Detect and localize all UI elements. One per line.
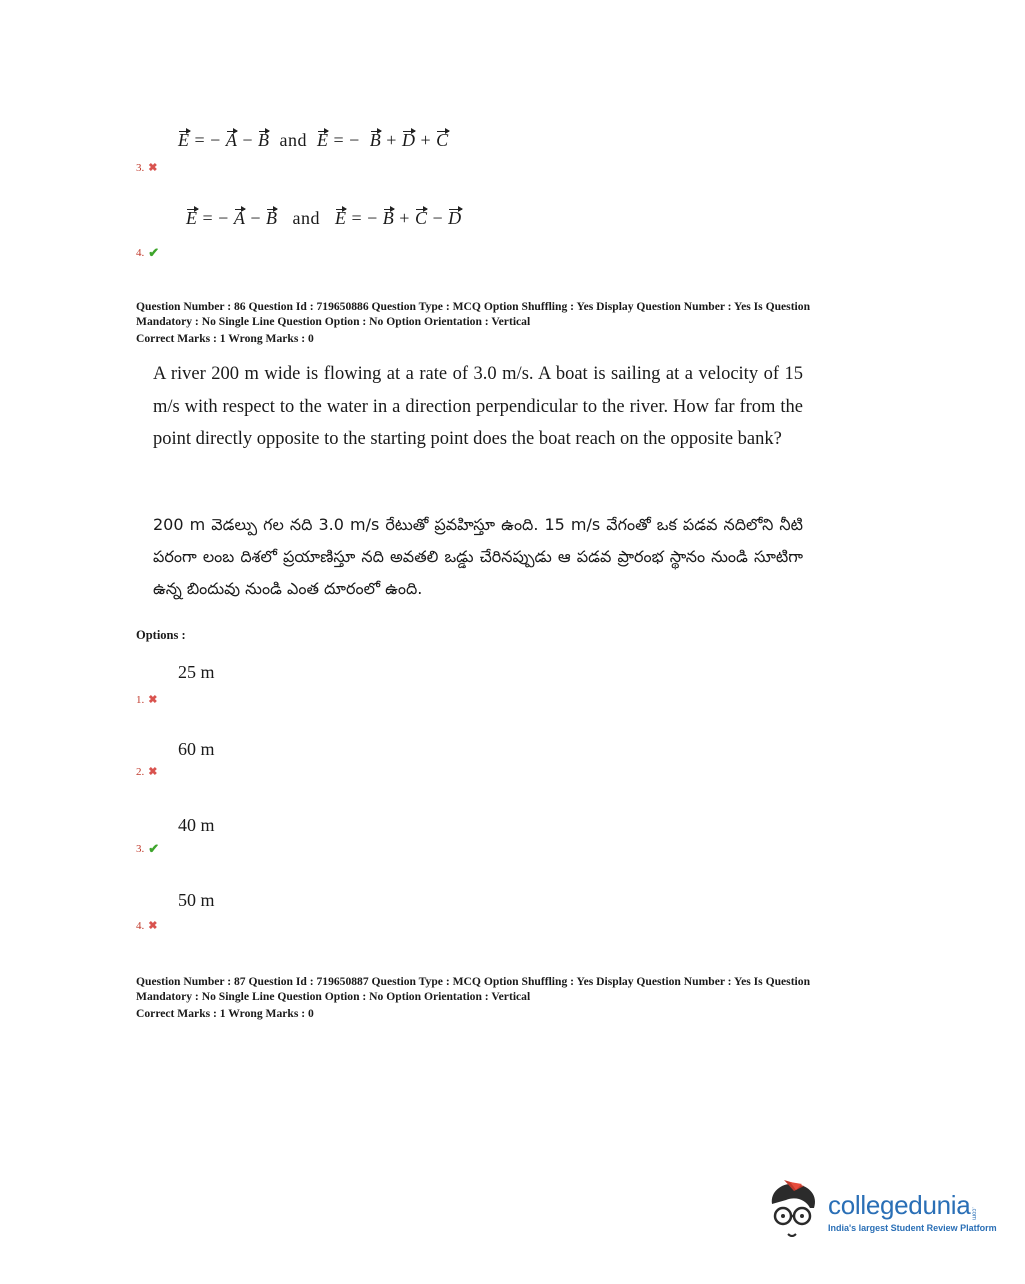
vector-b: B — [257, 130, 270, 150]
check-icon: ✔ — [148, 841, 160, 856]
vector-c: C — [414, 208, 428, 228]
option-number: 2. — [136, 765, 145, 778]
brand-suffix: .com — [970, 1207, 977, 1221]
question-86-meta — [136, 299, 896, 346]
option-3-label — [136, 841, 159, 857]
prev-option4-label — [136, 245, 159, 261]
vector-d: D — [448, 208, 462, 228]
meta-line: Correct Marks : 1 Wrong Marks : 0 — [136, 1007, 314, 1020]
meta-line: Question Number : 87 Question Id : 719650887 Question Type : MCQ Option Shuffling : Yes Display Question Number : Yes Is Question — [136, 975, 811, 988]
vector-a: A — [233, 208, 246, 228]
cross-icon: ✖ — [148, 766, 158, 778]
vector-b: B — [369, 130, 382, 150]
collegedunia-logo — [766, 1178, 997, 1244]
meta-line: Mandatory : No Single Line Question Option : No Option Orientation : Vertical — [136, 990, 531, 1003]
question-86-text-en: A river 200 m wide is flowing at a rate of 3.0 m/s. A boat is sailing at a velocity of 15 m/s with respect to the water in a direction perpendicular to the river. How far from the point directly opposite to the starting point does the boat reach on the opposite bank? — [153, 364, 803, 449]
vector-e: E — [316, 130, 329, 150]
option-2-label — [136, 765, 157, 778]
option-2-value[interactable]: 60 m — [178, 739, 215, 759]
brand-name: collegedunia — [828, 1189, 971, 1220]
question-87-meta — [136, 974, 896, 1021]
cross-icon: ✖ — [148, 694, 158, 706]
joiner-text: and — [292, 208, 320, 228]
option-number: 4. — [136, 919, 145, 932]
option-3-value[interactable]: 40 m — [178, 815, 215, 835]
vector-b: B — [382, 208, 395, 228]
option-number: 3. — [136, 161, 145, 174]
vector-a: A — [225, 130, 238, 150]
vector-b: B — [265, 208, 278, 228]
vector-e: E — [178, 130, 190, 150]
prev-option4-formula: E = − A − B and E = − B + C − D — [186, 208, 462, 228]
prev-option3-formula: E = − A − B and E = − B + D + C — [178, 130, 449, 150]
option-number: 4. — [136, 247, 145, 259]
option-1-value[interactable]: 25 m — [178, 662, 215, 682]
brand-tagline: India's largest Student Review Platform — [828, 1222, 997, 1233]
meta-line: Correct Marks : 1 Wrong Marks : 0 — [136, 332, 314, 345]
logo-text-block — [828, 1190, 997, 1233]
option-number: 3. — [136, 843, 145, 855]
cross-icon: ✖ — [148, 920, 158, 932]
meta-line: Question Number : 86 Question Id : 719650886 Question Type : MCQ Option Shuffling : Yes Display Question Number : Yes Is Question — [136, 300, 811, 313]
question-86-text-te: 200 m వెడల్పు గల నది 3.0 m/s రేటుతో ప్రవహిస్తూ ఉంది. 15 m/s వేగంతో ఒక పడవ నదిలోని నీటి పరంగా లంబ దిశలో ప్రయాణిస్తూ నది అవతలి ఒడ్డు చేరినప్పుడు ఆ పడవ ప్రారంభ స్థానం నుండి సూటిగా ఉన్న బిందువు నుండి ఎంత దూరంలో ఉంది. — [153, 515, 803, 598]
vector-c: C — [436, 130, 449, 150]
option-number: 1. — [136, 693, 145, 706]
option-4-value[interactable]: 50 m — [178, 890, 215, 910]
option-4-label — [136, 919, 157, 932]
prev-option3-label — [136, 161, 157, 174]
check-icon: ✔ — [148, 245, 160, 260]
joiner-text: and — [279, 130, 307, 150]
cross-icon: ✖ — [148, 162, 158, 174]
meta-line: Mandatory : No Single Line Question Option : No Option Orientation : Vertical — [136, 315, 531, 328]
options-label: Options : — [136, 628, 186, 642]
option-1-label — [136, 693, 157, 706]
vector-d: D — [401, 130, 416, 150]
vector-e: E — [334, 208, 347, 228]
vector-e: E — [186, 208, 198, 228]
mascot-icon — [766, 1178, 822, 1244]
